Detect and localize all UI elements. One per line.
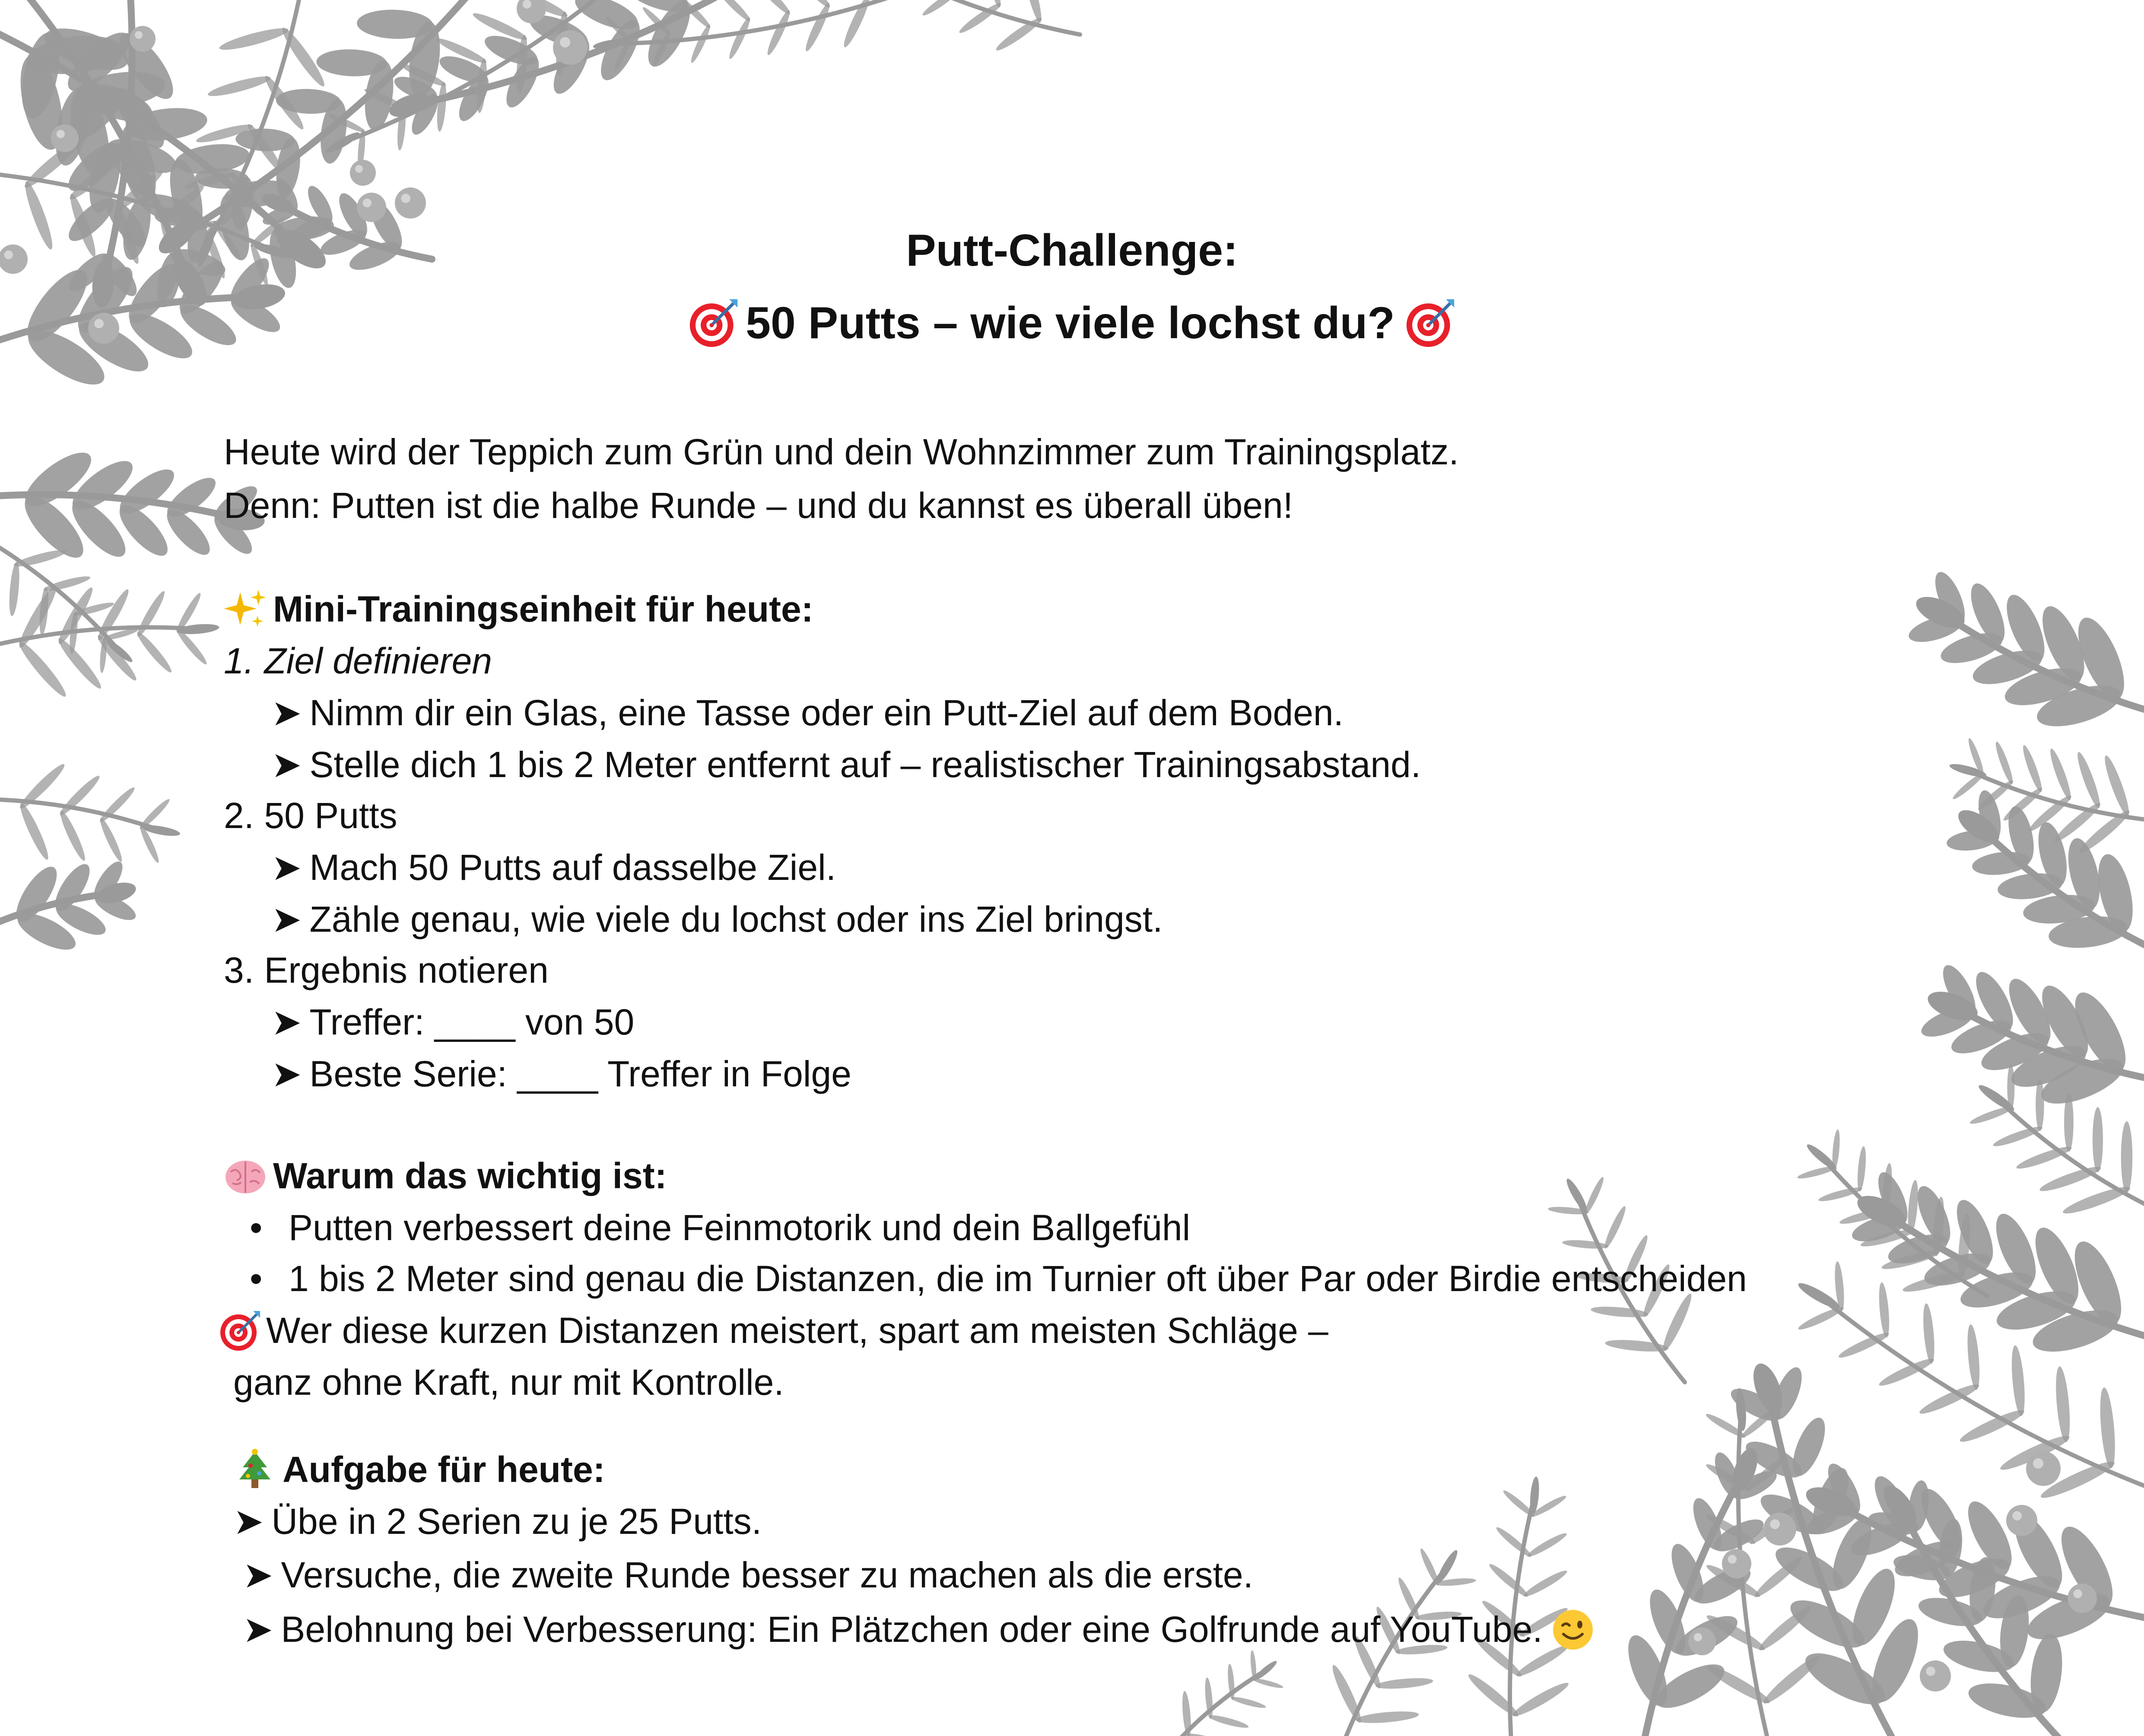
page-subtitle bbox=[0, 295, 2144, 352]
step-item-text: Stelle dich 1 bis 2 Meter entfernt auf – realistischer Trainingsabstand. bbox=[309, 744, 1421, 785]
task-item-text: Übe in 2 Serien zu je 25 Putts. bbox=[271, 1501, 762, 1542]
task-item bbox=[233, 1500, 762, 1543]
brain-icon bbox=[224, 1155, 267, 1198]
intro-line-1: Heute wird der Teppich zum Grün und dein Wohnzimmer zum Trainingsplatz. bbox=[224, 432, 1459, 472]
list-item bbox=[250, 1257, 1747, 1300]
title-line-1: Putt-Challenge: bbox=[906, 225, 1238, 276]
target-icon bbox=[219, 1309, 262, 1352]
arrow-icon: ➤ bbox=[271, 1054, 302, 1094]
arrow-icon: ➤ bbox=[271, 692, 302, 733]
why-note bbox=[219, 1309, 1328, 1355]
arrow-icon: ➤ bbox=[233, 1501, 264, 1542]
arrow-icon: ➤ bbox=[271, 1002, 302, 1042]
training-heading-text: Mini-Trainingseinheit für heute: bbox=[273, 589, 813, 629]
why-heading-text: Warum das wichtig ist: bbox=[273, 1155, 667, 1196]
step-item-text: Mach 50 Putts auf dasselbe Ziel. bbox=[309, 847, 836, 888]
list-item-text: Putten verbessert deine Feinmotorik und dein Ballgefühl bbox=[289, 1207, 1191, 1248]
arrow-icon: ➤ bbox=[271, 744, 302, 785]
list-item-text: 1 bis 2 Meter sind genau die Distanzen, die im Turnier oft über Par oder Birdie entscheiden bbox=[289, 1258, 1747, 1299]
step-item bbox=[271, 1052, 851, 1095]
bullet-icon: • bbox=[250, 1207, 263, 1248]
task-heading bbox=[233, 1448, 605, 1494]
task-item bbox=[243, 1608, 1595, 1654]
title-line-2: 50 Putts – wie viele lochst du? bbox=[746, 298, 1395, 348]
step-title: 3. Ergebnis notieren bbox=[224, 950, 549, 990]
step-item-text: Treffer: ____ von 50 bbox=[309, 1002, 635, 1042]
sparkles-icon bbox=[224, 588, 267, 631]
arrow-icon: ➤ bbox=[271, 847, 302, 888]
training-heading bbox=[224, 587, 813, 634]
list-item bbox=[250, 1206, 1190, 1249]
step-item-text: Nimm dir ein Glas, eine Tasse oder ein Putt-Ziel auf dem Boden. bbox=[309, 692, 1344, 733]
why-note-line-1: Wer diese kurzen Distanzen meistert, spart am meisten Schläge – bbox=[266, 1310, 1328, 1351]
step-item-text: Zähle genau, wie viele du lochst oder ins Ziel bringst. bbox=[309, 899, 1163, 939]
task-heading-text: Aufgabe für heute: bbox=[283, 1449, 605, 1490]
winking-face-icon bbox=[1551, 1608, 1595, 1651]
arrow-icon: ➤ bbox=[243, 1609, 273, 1650]
intro-line-2: Denn: Putten ist die halbe Runde – und du kannst es überall üben! bbox=[224, 485, 1293, 526]
task-item bbox=[243, 1553, 1253, 1596]
step-title: 2. 50 Putts bbox=[224, 795, 397, 836]
step-item bbox=[271, 898, 1163, 941]
christmas-tree-icon bbox=[233, 1448, 276, 1492]
why-heading bbox=[224, 1154, 667, 1200]
step-item-text: Beste Serie: ____ Treffer in Folge bbox=[309, 1054, 851, 1094]
step-item bbox=[271, 743, 1421, 786]
why-note-line-2: ganz ohne Kraft, nur mit Kontrolle. bbox=[233, 1362, 784, 1403]
step-item bbox=[271, 691, 1344, 734]
target-icon bbox=[1404, 297, 1456, 349]
target-icon bbox=[688, 297, 740, 349]
task-item-text: Versuche, die zweite Runde besser zu machen als die erste. bbox=[281, 1555, 1253, 1595]
step-title: 1. Ziel definieren bbox=[224, 641, 492, 681]
task-item-text: Belohnung bei Verbesserung: Ein Plätzchen oder eine Golfrunde auf YouTube. bbox=[281, 1609, 1543, 1650]
step-item bbox=[271, 1000, 634, 1044]
page-title bbox=[0, 222, 2144, 279]
arrow-icon: ➤ bbox=[243, 1555, 273, 1595]
arrow-icon: ➤ bbox=[271, 899, 302, 939]
bullet-icon: • bbox=[250, 1258, 263, 1299]
step-item bbox=[271, 846, 836, 889]
